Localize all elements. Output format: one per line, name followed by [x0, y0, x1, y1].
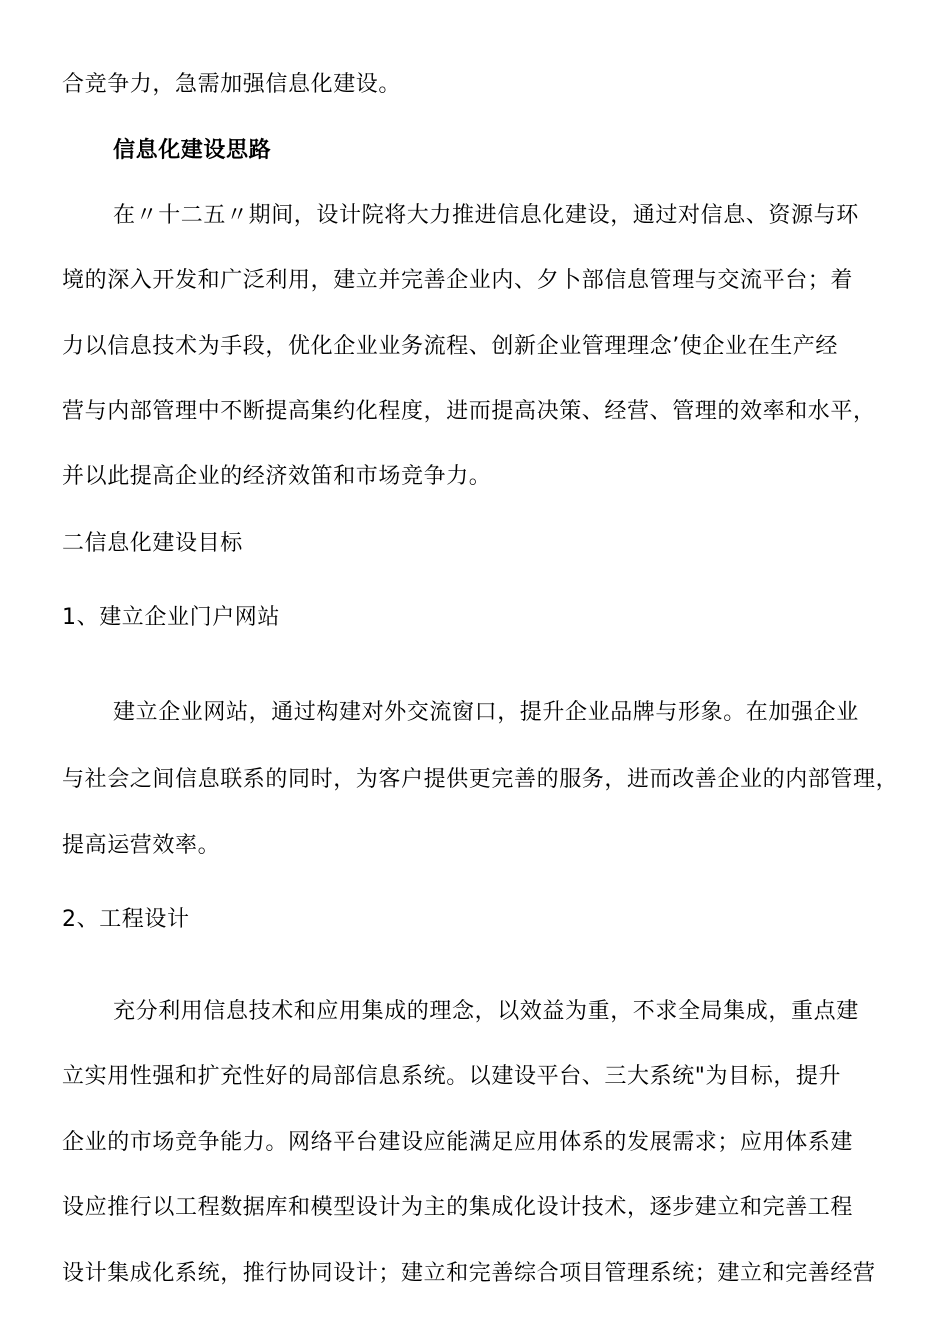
paragraph-line: 建立企业网站，通过构建对外交流窗口，提升企业品牌与形象。在加强企业: [113, 700, 859, 725]
section-heading: 信息化建设思路: [113, 138, 272, 163]
paragraph-line: 并以此提高企业的经济效笛和市场竞争力。: [62, 464, 492, 489]
paragraph-line: 合竞争力，急需加强信息化建设。: [62, 72, 402, 97]
subsection-heading: 1、建立企业门户网站: [62, 605, 280, 630]
subsection-heading: 2、工程设计: [62, 907, 190, 932]
paragraph-line: 立实用性强和扩充性好的局部信息系统。以建设平台、三大系统"为目标，提升: [62, 1064, 842, 1089]
paragraph-line: 充分利用信息技术和应用集成的理念，以效益为重，不求全局集成，重点建: [113, 999, 859, 1024]
paragraph-line: 设计集成化系统，推行协同设计；建立和完善综合项目管理系统；建立和完善经营: [62, 1261, 876, 1286]
paragraph-line: 在〃十二五〃期间，设计院将大力推进信息化建设，通过对信息、资源与环: [113, 203, 859, 228]
paragraph-line: 营与内部管理中不断提高集约化程度，进而提高决策、经营、管理的效率和水平，: [62, 399, 876, 424]
paragraph-line: 设应推行以工程数据库和模型设计为主的集成化设计技术，逐步建立和完善工程: [62, 1195, 854, 1220]
section-heading: 二信息化建设目标: [62, 531, 243, 556]
paragraph-line: 提高运营效率。: [62, 833, 221, 858]
paragraph-line: 境的深入开发和广泛利用，建立并完善企业内、夕卜部信息管理与交流平台；着: [62, 268, 854, 293]
paragraph-line: 与社会之间信息联系的同时，为客户提供更完善的服务，进而改善企业的内部管理，: [62, 767, 899, 792]
paragraph-line: 企业的市场竞争能力。网络平台建设应能满足应用体系的发展需求；应用体系建: [62, 1130, 854, 1155]
paragraph-line: 力以信息技术为手段，优化企业业务流程、创新企业管理理念’使企业在生产经: [62, 334, 838, 359]
